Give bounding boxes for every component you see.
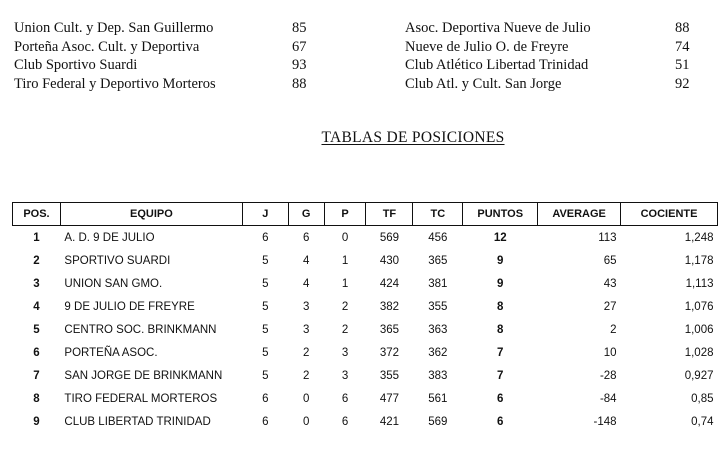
cell-g: 4 [302, 254, 310, 267]
result-team: Club Sportivo Suardi [14, 57, 138, 73]
cell-pts: 7 [497, 346, 504, 359]
result-team: Tiro Federal y Deportivo Morteros [14, 75, 216, 92]
result-team: Club Atlético Libertad Trinidad [405, 57, 589, 73]
cell-g: 6 [302, 231, 310, 244]
cell-coc: 1,006 [684, 323, 714, 336]
cell-j: 6 [262, 392, 269, 405]
cell-pts: 8 [497, 323, 504, 336]
header-tf: TF [366, 203, 413, 226]
result-score: 74 [675, 38, 690, 55]
section-title [0, 129, 720, 147]
cell-team: PORTEÑA ASOC. [64, 346, 158, 359]
table-row [13, 410, 718, 433]
result-row [405, 75, 695, 94]
cell-g: 4 [302, 277, 310, 290]
cell-p: 3 [341, 346, 349, 359]
result-row [405, 38, 695, 57]
cell-pos: 3 [33, 277, 40, 290]
cell-j: 6 [262, 415, 269, 428]
cell-j: 5 [262, 346, 269, 359]
cell-team: 9 DE JULIO DE FREYRE [64, 300, 195, 313]
header-p: P [324, 203, 366, 226]
cell-g: 2 [302, 346, 310, 359]
cell-g: 2 [302, 369, 310, 382]
cell-tc: 363 [428, 323, 448, 336]
cell-avg: 10 [603, 346, 617, 359]
cell-g: 0 [302, 392, 310, 405]
result-team: Nueve de Julio O. de Freyre [405, 38, 569, 55]
cell-team: SPORTIVO SUARDI [64, 254, 171, 267]
cell-pts: 8 [497, 300, 504, 313]
table-row [13, 226, 718, 250]
cell-pts: 9 [497, 254, 504, 267]
cell-coc: 0,927 [684, 369, 714, 382]
result-team: Club Atl. y Cult. San Jorge [405, 75, 562, 92]
header-coc: COCIENTE [621, 203, 718, 226]
cell-pos: 6 [33, 346, 40, 359]
result-team: Union Cult. y Dep. San Guillermo [14, 20, 214, 36]
result-score: 88 [292, 75, 307, 92]
cell-tf: 365 [379, 323, 400, 336]
cell-avg: 65 [603, 254, 617, 267]
cell-pos: 9 [33, 415, 40, 428]
cell-tf: 569 [379, 231, 400, 244]
table-row [13, 249, 718, 272]
result-score: 85 [292, 20, 307, 36]
table-row [13, 318, 718, 341]
table-header-row [13, 203, 718, 226]
cell-pts: 9 [497, 277, 504, 290]
cell-pos: 2 [33, 254, 40, 267]
header-j: J [242, 203, 288, 226]
cell-tf: 477 [379, 392, 400, 405]
cell-tf: 372 [379, 346, 400, 359]
cell-avg: -28 [599, 369, 617, 382]
result-row [14, 75, 324, 94]
cell-team: UNION SAN GMO. [64, 277, 163, 290]
cell-tf: 421 [379, 415, 400, 428]
cell-tf: 382 [379, 300, 400, 313]
cell-pts: 12 [493, 231, 507, 244]
cell-coc: 1,248 [684, 231, 714, 244]
result-score: 88 [675, 20, 690, 36]
cell-coc: 0,85 [691, 392, 714, 405]
header-avg: AVERAGE [538, 203, 621, 226]
cell-coc: 1,178 [684, 254, 714, 267]
section-title-text: TABLAS DE POSICIONES [321, 129, 505, 146]
result-row [14, 19, 324, 38]
result-score: 93 [292, 57, 307, 73]
result-row [14, 38, 324, 57]
results-right-column [405, 19, 695, 93]
cell-coc: 1,076 [684, 300, 714, 313]
result-row [405, 19, 695, 38]
header-g: G [288, 203, 324, 226]
table-row [13, 387, 718, 410]
cell-j: 5 [262, 323, 269, 336]
cell-team: CENTRO SOC. BRINKMANN [64, 323, 217, 336]
cell-j: 5 [262, 300, 269, 313]
header-tc: TC [413, 203, 463, 226]
table-row [13, 364, 718, 387]
cell-p: 2 [341, 300, 349, 313]
cell-p: 1 [341, 277, 349, 290]
cell-tf: 424 [379, 277, 400, 290]
cell-j: 6 [262, 231, 269, 244]
cell-avg: -148 [593, 415, 617, 428]
cell-avg: 113 [598, 231, 617, 244]
cell-pos: 8 [33, 392, 40, 405]
cell-p: 1 [341, 254, 349, 267]
cell-tc: 383 [428, 369, 448, 382]
result-row [14, 56, 324, 75]
cell-pts: 6 [497, 415, 504, 428]
cell-j: 5 [262, 277, 269, 290]
result-score: 92 [675, 75, 690, 92]
results-left-column [14, 19, 324, 93]
cell-pos: 4 [33, 300, 40, 313]
cell-p: 0 [341, 231, 349, 244]
cell-g: 3 [302, 323, 310, 336]
result-row [405, 56, 695, 75]
table-row [13, 272, 718, 295]
cell-team: CLUB LIBERTAD TRINIDAD [64, 415, 211, 428]
result-score: 67 [292, 38, 307, 55]
cell-avg: 27 [603, 300, 617, 313]
cell-team: TIRO FEDERAL MORTEROS [64, 392, 218, 405]
cell-tc: 355 [428, 300, 448, 313]
result-team: Asoc. Deportiva Nueve de Julio [405, 20, 591, 36]
table-row [13, 341, 718, 364]
header-pts: PUNTOS [463, 203, 538, 226]
standings-table [12, 202, 718, 433]
cell-tf: 355 [379, 369, 400, 382]
cell-p: 2 [341, 323, 349, 336]
cell-pos: 5 [33, 323, 40, 336]
cell-p: 3 [341, 369, 349, 382]
cell-p: 6 [341, 415, 349, 428]
cell-tc: 362 [428, 346, 448, 359]
header-pos: POS. [13, 203, 61, 226]
cell-pos: 7 [33, 369, 40, 382]
cell-avg: 2 [610, 323, 617, 336]
cell-team: A. D. 9 DE JULIO [64, 231, 155, 244]
cell-coc: 0,74 [691, 415, 714, 428]
cell-avg: 43 [603, 277, 617, 290]
result-team: Porteña Asoc. Cult. y Deportiva [14, 38, 200, 55]
cell-coc: 1,028 [684, 346, 714, 359]
cell-tf: 430 [379, 254, 400, 267]
cell-avg: -84 [599, 392, 617, 405]
cell-pos: 1 [33, 231, 40, 244]
cell-j: 5 [262, 369, 269, 382]
cell-g: 3 [302, 300, 310, 313]
cell-p: 6 [341, 392, 349, 405]
cell-tc: 456 [428, 231, 448, 244]
cell-tc: 561 [428, 392, 448, 405]
cell-tc: 381 [428, 277, 448, 290]
cell-g: 0 [302, 415, 310, 428]
cell-pts: 6 [497, 392, 504, 405]
cell-j: 5 [262, 254, 269, 267]
result-score: 51 [675, 57, 690, 73]
header-team: EQUIPO [60, 203, 242, 226]
cell-coc: 1,113 [685, 277, 714, 290]
cell-team: SAN JORGE DE BRINKMANN [64, 369, 223, 382]
cell-pts: 7 [497, 369, 504, 382]
cell-tc: 569 [428, 415, 448, 428]
cell-tc: 365 [428, 254, 448, 267]
table-row [13, 295, 718, 318]
